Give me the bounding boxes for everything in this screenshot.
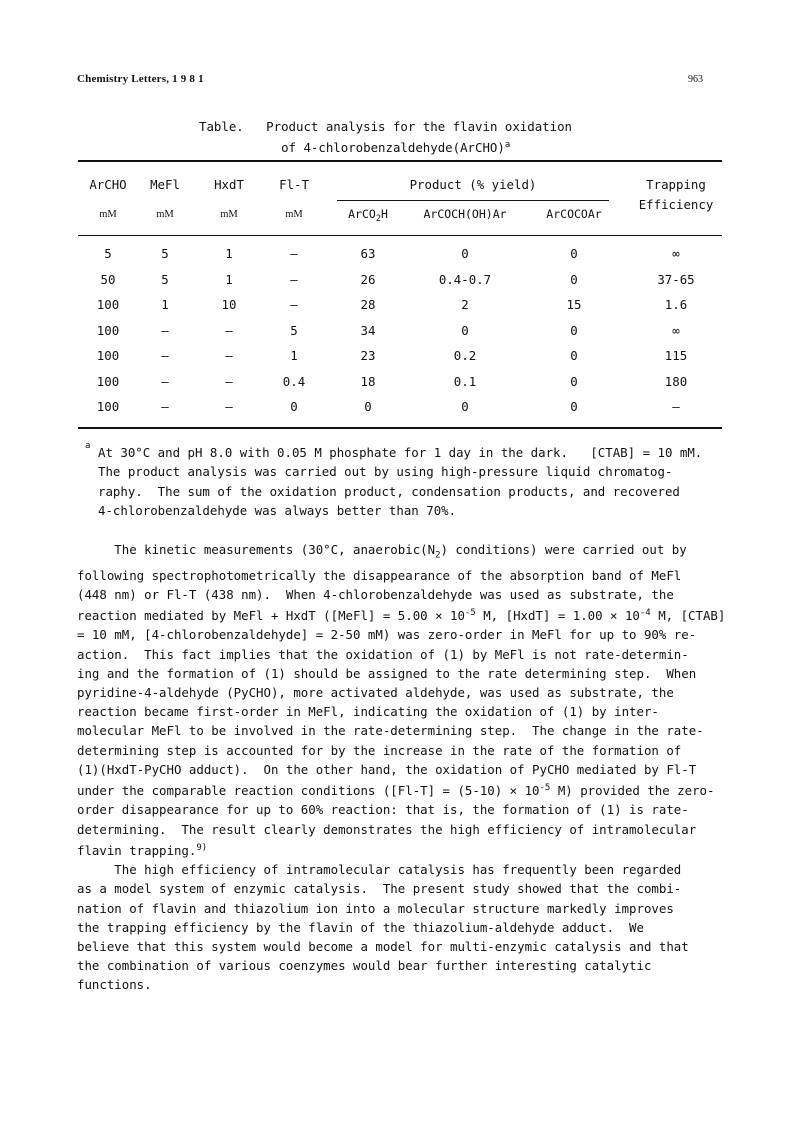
table-cell: 115 bbox=[664, 348, 688, 363]
table-header-rule bbox=[78, 235, 722, 236]
table-cell: 0 bbox=[570, 399, 578, 414]
body-line: order disappearance for up to 60% reaction: that is, the formation of (1) is rate- bbox=[77, 802, 689, 818]
body-line: action. This fact implies that the oxidation of (1) by MeFl is not rate-determin- bbox=[77, 646, 689, 662]
body-line: = 10 mM, [4-chlorobenzaldehyde] = 2-50 mM) was zero-order in MeFl for up to 90% re- bbox=[77, 627, 697, 643]
table-top-rule bbox=[78, 160, 722, 162]
table-cell: 18 bbox=[360, 373, 376, 389]
table-cell: 50 bbox=[100, 271, 116, 287]
col-header-hxdt: HxdT bbox=[214, 177, 244, 192]
table-cell: 0.4 bbox=[282, 373, 306, 389]
caption-label: Table. bbox=[199, 119, 244, 134]
table-cell: 34 bbox=[360, 322, 376, 338]
table-cell: — bbox=[225, 399, 233, 414]
body-line: functions. bbox=[77, 977, 152, 993]
table-cell: — bbox=[225, 348, 233, 363]
table-caption bbox=[199, 118, 572, 157]
col-header-mefl: MeFl bbox=[150, 177, 180, 192]
table-cell: 0 bbox=[570, 373, 578, 389]
col-header-trapping: Trapping bbox=[646, 177, 706, 192]
unit-archo: mM bbox=[99, 209, 117, 220]
table-cell: — bbox=[225, 322, 233, 338]
table-cell: 100 bbox=[96, 322, 120, 338]
table-cell: — bbox=[290, 271, 298, 287]
table-cell: 100 bbox=[96, 348, 120, 363]
table-cell: 1 bbox=[290, 348, 298, 363]
table-cell: 0.2 bbox=[453, 348, 477, 363]
body-line: (448 nm) or Fl-T (438 nm). When 4-chlorobenzaldehyde was used as substrate, the bbox=[77, 586, 674, 602]
table-cell: 5 bbox=[161, 246, 169, 261]
table-cell: 10 bbox=[221, 297, 237, 312]
table-cell: 5 bbox=[161, 271, 169, 287]
body-line: as a model system of enzymic catalysis. The present study showed that the combi- bbox=[77, 881, 682, 897]
body-line: following spectrophotometrically the disappearance of the absorption band of MeFl bbox=[77, 567, 682, 583]
body-line: determining. The result clearly demonstrates the high efficiency of intramolecular bbox=[77, 821, 697, 837]
col-header-arcocoar: ArCOCOAr bbox=[546, 207, 602, 221]
body-line: reaction became first-order in MeFl, indicating the oxidation of (1) by inter- bbox=[77, 704, 659, 720]
table-cell: 5 bbox=[104, 246, 112, 261]
table-cell: 180 bbox=[664, 373, 688, 389]
table-cell: 37-65 bbox=[657, 271, 695, 287]
body-line: The high efficiency of intramolecular catalysis has frequently been regarded bbox=[77, 862, 682, 878]
col-header-arco2h: ArCO$_2$H bbox=[348, 207, 388, 224]
table-cell: 0.1 bbox=[453, 373, 477, 389]
body-line: (1)(HxdT-PyCHO adduct). On the other hand, the oxidation of PyCHO mediated by Fl-T bbox=[77, 761, 697, 777]
table-cell: 100 bbox=[96, 297, 120, 312]
table-cell: — bbox=[161, 373, 169, 389]
table-footnote: At 30°C and pH 8.0 with 0.05 M phosphate for 1 day in the dark. [CTAB] = 10 mM. The product analysis was carried out by using high-pressure liquid chromatog- raphy. The sum of the oxidation product, condensation products, and recovered 4-chlorobenzaldehyde was always better than 70%. bbox=[98, 445, 703, 518]
body-line: ing and the formation of (1) should be assigned to the rate determining step. When bbox=[77, 665, 697, 681]
col-header-efficiency: Efficiency bbox=[638, 197, 714, 212]
table-cell: 26 bbox=[360, 271, 376, 287]
table-cell: 0 bbox=[461, 399, 469, 414]
table-bottom-rule bbox=[78, 427, 722, 429]
table-cell: 1.6 bbox=[664, 297, 688, 312]
unit-hxdt: mM bbox=[220, 209, 238, 220]
table-cell: 0 bbox=[461, 322, 469, 338]
table-cell: 2 bbox=[461, 297, 469, 312]
footnote-mark: a bbox=[85, 441, 91, 451]
table-cell: 0 bbox=[570, 322, 578, 338]
table-cell: 100 bbox=[96, 373, 120, 389]
table-cell: 63 bbox=[360, 246, 376, 261]
caption-line2: of 4-chlorobenzaldehyde(ArCHO) bbox=[281, 140, 505, 156]
table-cell: — bbox=[161, 399, 169, 414]
body-line: molecular MeFl to be involved in the rate-determining step. The change in the rate- bbox=[77, 723, 704, 739]
body-line: the trapping efficiency by the flavin of the thiazolium-aldehyde adduct. We bbox=[77, 919, 644, 935]
table-cell: 28 bbox=[360, 297, 376, 312]
unit-mefl: mM bbox=[156, 209, 174, 220]
unit-flt: mM bbox=[285, 209, 303, 220]
body-line: flavin trapping.$^{9)}$ bbox=[77, 842, 208, 858]
col-header-archo: ArCHO bbox=[89, 177, 127, 192]
table-cell: ∞ bbox=[672, 246, 680, 261]
table-cell: 1 bbox=[225, 246, 233, 261]
body-line: The kinetic measurements (30°C, $anaerobic(N_2)$ conditions) were carried out by bbox=[77, 542, 687, 561]
col-header-flt: Fl-T bbox=[279, 177, 309, 192]
table-cell: 0 bbox=[570, 246, 578, 261]
table-cell: — bbox=[161, 348, 169, 363]
table-cell: 100 bbox=[96, 399, 120, 414]
table-cell: 0 bbox=[364, 399, 372, 414]
table-cell: 1 bbox=[161, 297, 169, 312]
table-cell: — bbox=[672, 399, 680, 414]
body-line: nation of flavin and thiazolium ion into a molecular structure markedly improves bbox=[77, 900, 674, 916]
table-cell: 0 bbox=[570, 271, 578, 287]
table-cell: 0 bbox=[290, 399, 298, 414]
table-cell: 15 bbox=[566, 297, 582, 312]
body-text bbox=[77, 540, 727, 995]
caption-footnote-mark: a bbox=[504, 140, 511, 150]
table-cell: ∞ bbox=[672, 322, 680, 338]
table-cell: 23 bbox=[360, 348, 376, 363]
table-cell: — bbox=[290, 297, 298, 312]
body-line: pyridine-4-aldehyde (PyCHO), more activated aldehyde, was used as substrate, the bbox=[77, 685, 674, 701]
caption-line1: Product analysis for the flavin oxidation bbox=[266, 119, 573, 134]
col-header-product: Product (% yield) bbox=[409, 177, 537, 192]
body-line: reaction mediated by MeFl + HxdT ([MeFl] = $5.00 \times 10^{-5}$ M, [HxdT] = $1.00 \times 10^{-4}$ M, [CTAB] bbox=[77, 608, 726, 624]
col-header-arcoch: ArCOCH(OH)Ar bbox=[423, 207, 507, 221]
body-line: the combination of various coenzymes would bear further interesting catalytic bbox=[77, 958, 652, 974]
body-line: believe that this system would become a model for multi-enzymic catalysis and that bbox=[77, 938, 689, 954]
table-cell: 0 bbox=[461, 246, 469, 261]
product-header-rule bbox=[337, 200, 609, 201]
table-cell: — bbox=[290, 246, 298, 261]
table-cell: — bbox=[161, 322, 169, 338]
journal-header: Chemistry Letters, 1 9 8 1 bbox=[77, 73, 204, 85]
table-cell: — bbox=[225, 373, 233, 389]
body-line: determining step is accounted for by the increase in the rate of the formation of bbox=[77, 742, 682, 758]
page-number: 963 bbox=[688, 74, 703, 85]
table-cell: 0 bbox=[570, 348, 578, 363]
body-line: under the comparable reaction conditions ($[Fl-T] = (5-10) \times 10^{-5}$ M) provided the zero- bbox=[77, 783, 715, 799]
table-cell: 1 bbox=[225, 271, 233, 287]
table-cell: 5 bbox=[290, 322, 298, 338]
table-cell: 0.4-0.7 bbox=[438, 271, 492, 287]
